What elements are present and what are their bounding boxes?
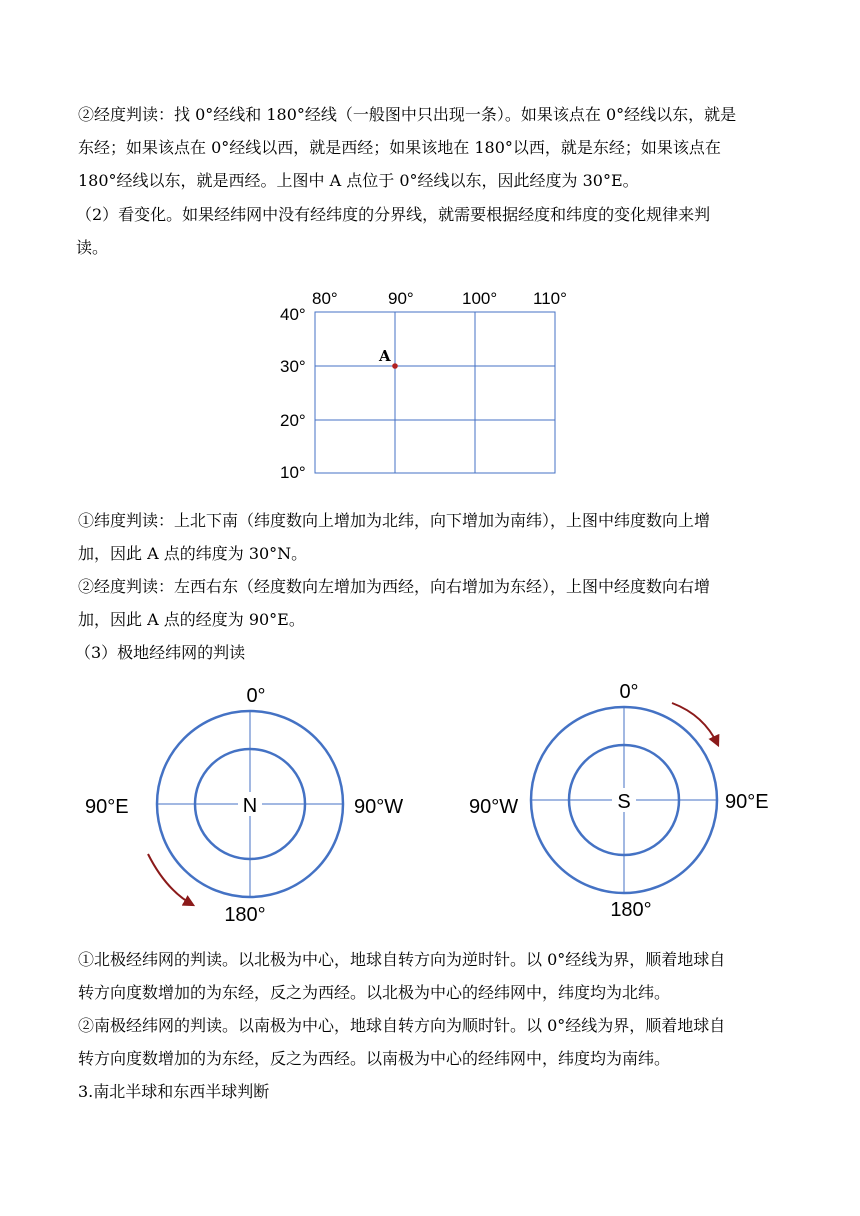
paragraph-polar-reading	[78, 943, 788, 1108]
south-polar-grid	[469, 681, 769, 921]
lat-label-10: 10°	[280, 463, 306, 482]
paragraph-grid-reading	[75, 504, 788, 669]
text-line: ①北极经纬网的判读。以北极为中心，地球自转方向为逆时针。以 0°经线为界，顺着地球自	[78, 950, 726, 969]
paragraph-longitude-rule	[78, 98, 788, 197]
north-pole-label: N	[242, 795, 258, 817]
label-bottom: 180°	[224, 904, 266, 926]
lat-label-40: 40°	[280, 305, 306, 324]
polar-grid-figures	[80, 675, 790, 930]
label-top: 0°	[246, 685, 266, 707]
text-line: 东经；如果该点在 0°经线以西，就是西经；如果该地在 180°以西，就是东经；如果该点在	[78, 138, 721, 157]
rotation-arrow-counterclockwise	[148, 854, 193, 905]
text-line: 加，因此 A 点的经度为 90°E。	[78, 610, 305, 629]
lat-lon-grid-figure	[270, 282, 590, 482]
text-line: 读。	[76, 238, 109, 257]
label-left: 90°E	[85, 796, 129, 818]
text-line: ①纬度判读：上北下南（纬度数向上增加为北纬，向下增加为南纬），上图中纬度数向上增	[78, 511, 711, 530]
south-pole-label: S	[617, 791, 631, 813]
text-line: 180°经线以东，就是西经。上图中 A 点位于 0°经线以东，因此经度为 30°E。	[78, 171, 639, 190]
text-line: 转方向度数增加的为东经，反之为西经。以北极为中心的经纬网中，纬度均为北纬。	[78, 983, 671, 1002]
north-polar-grid	[85, 685, 403, 926]
text-line: ②经度判读：左西右东（经度数向左增加为西经，向右增加为东经），上图中经度数向右增	[78, 577, 711, 596]
label-bottom: 180°	[610, 899, 652, 921]
label-left: 90°W	[469, 796, 519, 818]
text-line: 加，因此 A 点的纬度为 30°N。	[78, 544, 308, 563]
label-right: 90°W	[354, 796, 404, 818]
point-a-marker	[392, 363, 398, 369]
section-heading: 3.南北半球和东西半球判断	[78, 1082, 270, 1101]
lon-label-110: 110°	[533, 289, 567, 308]
paragraph-look-at-change	[76, 198, 786, 264]
text-line: ②南极经纬网的判读。以南极为中心，地球自转方向为顺时针。以 0°经线为界，顺着地球自	[78, 1016, 726, 1035]
grid-frame	[315, 312, 555, 473]
grid-lines	[315, 312, 555, 473]
text-line: 转方向度数增加的为东经，反之为西经。以南极为中心的经纬网中，纬度均为南纬。	[78, 1049, 671, 1068]
text-line: （3）极地经纬网的判读	[75, 643, 246, 662]
text-line: ②经度判读：找 0°经线和 180°经线（一般图中只出现一条）。如果该点在 0°经线以东，就是	[78, 105, 737, 124]
lat-label-20: 20°	[280, 411, 306, 430]
lon-label-80: 80°	[312, 289, 338, 308]
point-a-label: A	[379, 347, 391, 365]
label-right: 90°E	[725, 791, 769, 813]
lon-label-90: 90°	[388, 289, 414, 308]
lat-label-30: 30°	[280, 357, 306, 376]
text-line: （2）看变化。如果经纬网中没有经纬度的分界线，就需要根据经度和纬度的变化规律来判	[76, 205, 711, 224]
label-top: 0°	[619, 681, 639, 703]
lon-label-100: 100°	[462, 289, 498, 308]
